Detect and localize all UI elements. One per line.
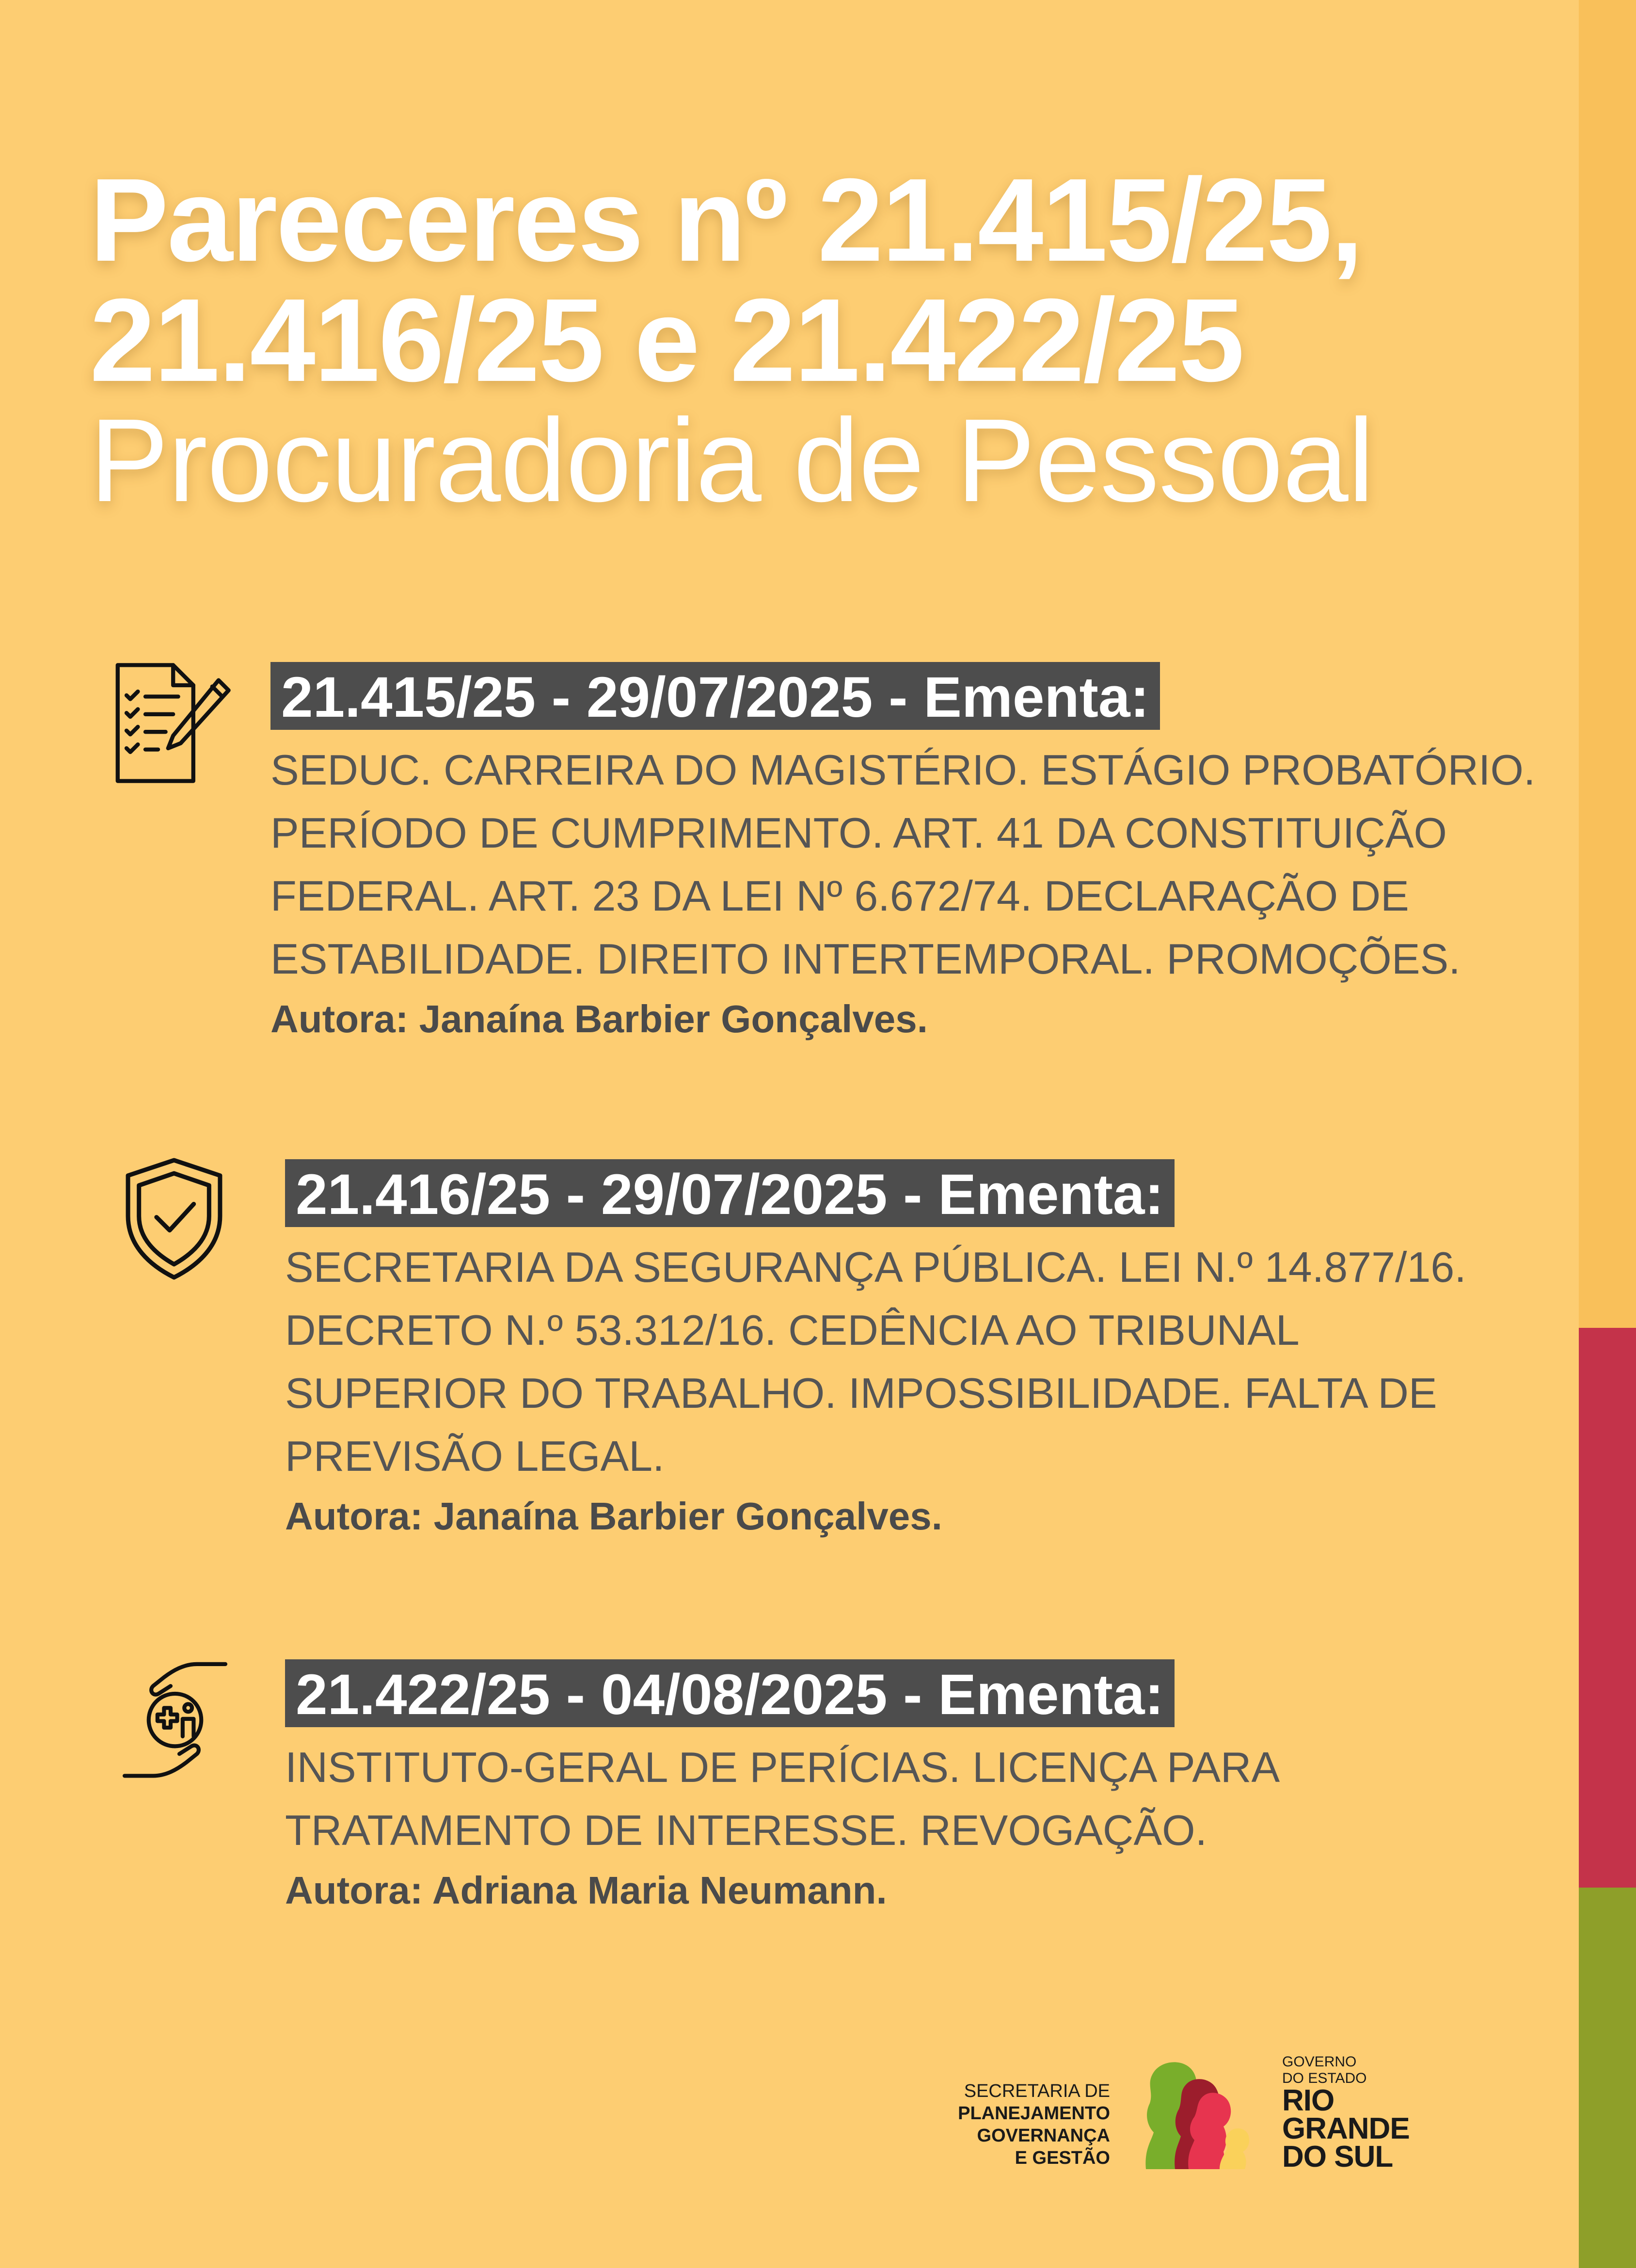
secretaria-logo-text xyxy=(911,2080,1110,2169)
ementa-line: PERÍODO DE CUMPRIMENTO. ART. 41 DA CONSTITUIÇÃO xyxy=(270,809,1447,857)
hands-health-icon xyxy=(120,1657,230,1781)
parecer-author-3: Autora: Adriana Maria Neumann. xyxy=(285,1869,887,1912)
secretaria-line: SECRETARIA DE xyxy=(964,2081,1110,2101)
ementa-line: ESTABILIDADE. DIREITO INTERTEMPORAL. PROMOÇÕES. xyxy=(270,935,1461,983)
parecer-ementa-3 xyxy=(285,1736,1565,1862)
parecer-entry-2 xyxy=(285,1159,1565,1543)
side-stripe-yellow xyxy=(1579,0,1636,1328)
parecer-heading-2: 21.416/25 - 29/07/2025 - Ementa: xyxy=(285,1159,1175,1227)
ementa-line: SUPERIOR DO TRABALHO. IMPOSSIBILIDADE. FALTA DE xyxy=(285,1369,1437,1417)
ementa-line: INSTITUTO-GERAL DE PERÍCIAS. LICENÇA PARA xyxy=(285,1743,1280,1791)
gov-big-line: GRANDE xyxy=(1282,2112,1410,2145)
ementa-line: TRATAMENTO DE INTERESSE. REVOGAÇÃO. xyxy=(285,1806,1207,1854)
checklist-pen-icon xyxy=(108,660,234,786)
parecer-heading-1: 21.415/25 - 29/07/2025 - Ementa: xyxy=(270,662,1160,730)
title-line-1: Pareceres nº 21.415/25, xyxy=(90,154,1362,286)
ementa-line: SEDUC. CARREIRA DO MAGISTÉRIO. ESTÁGIO PROBATÓRIO. xyxy=(270,746,1536,794)
gov-big-line: DO SUL xyxy=(1282,2140,1393,2174)
parecer-ementa-1 xyxy=(270,739,1550,991)
parecer-heading-3: 21.422/25 - 04/08/2025 - Ementa: xyxy=(285,1659,1175,1727)
page-title xyxy=(90,154,1374,526)
ementa-line: DECRETO N.º 53.312/16. CEDÊNCIA AO TRIBUNAL xyxy=(285,1306,1300,1354)
gov-small-line: DO ESTADO xyxy=(1282,2070,1367,2086)
gov-small-line: GOVERNO xyxy=(1282,2054,1357,2070)
rs-government-text xyxy=(1282,2054,1410,2174)
secretaria-line: PLANEJAMENTO xyxy=(958,2103,1110,2124)
shield-check-icon xyxy=(119,1156,229,1282)
title-line-2: 21.416/25 e 21.422/25 xyxy=(90,274,1243,406)
parecer-entry-3 xyxy=(285,1659,1565,1917)
secretaria-line: GOVERNANÇA xyxy=(977,2126,1110,2146)
secretaria-line: E GESTÃO xyxy=(1015,2148,1110,2168)
ementa-line: SECRETARIA DA SEGURANÇA PÚBLICA. LEI N.º 14.877/16. xyxy=(285,1243,1466,1291)
parecer-ementa-2 xyxy=(285,1236,1565,1488)
parecer-entry-1 xyxy=(270,662,1550,1046)
rs-government-logo-icon xyxy=(1125,2055,1270,2171)
ementa-line: FEDERAL. ART. 23 DA LEI Nº 6.672/74. DECLARAÇÃO DE xyxy=(270,872,1409,920)
gov-big-line: RIO xyxy=(1282,2084,1334,2117)
ementa-line: PREVISÃO LEGAL. xyxy=(285,1432,665,1480)
title-line-3: Procuradoria de Pessoal xyxy=(90,394,1374,526)
side-stripe-green xyxy=(1579,1888,1636,2268)
parecer-author-1: Autora: Janaína Barbier Gonçalves. xyxy=(270,997,928,1040)
parecer-author-2: Autora: Janaína Barbier Gonçalves. xyxy=(285,1495,943,1538)
side-stripe-red xyxy=(1579,1328,1636,1888)
